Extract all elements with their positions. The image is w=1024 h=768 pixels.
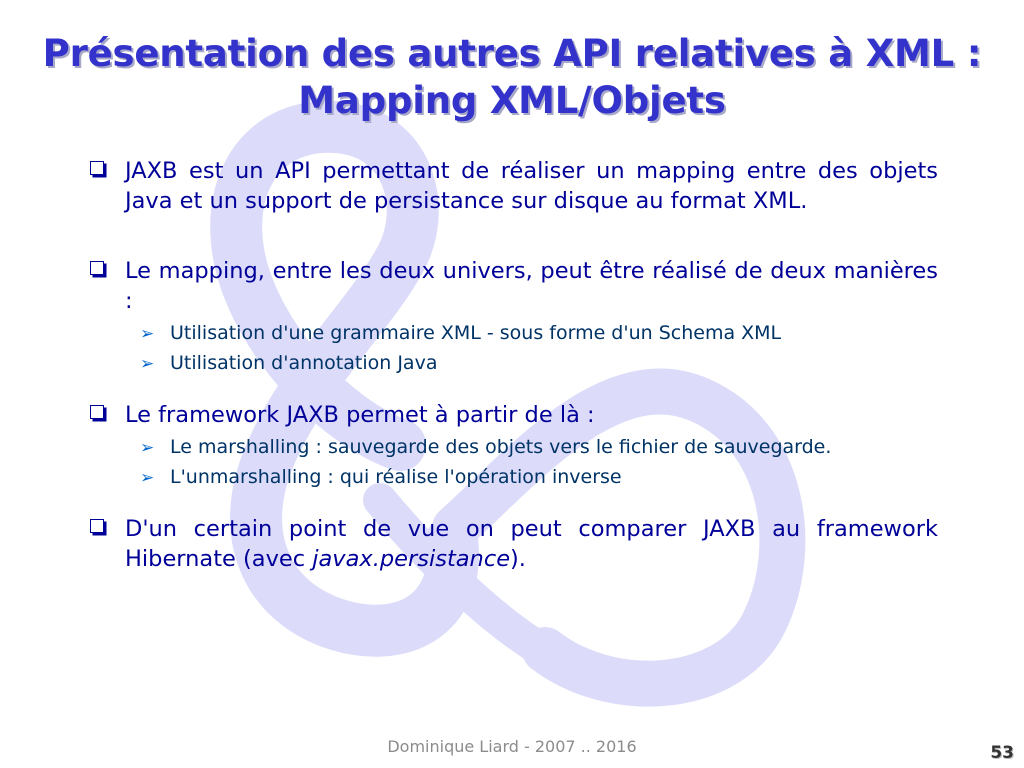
footer-author: Dominique Liard - 2007 .. 2016 <box>387 737 637 756</box>
hollow-square-bullet-icon <box>90 405 104 419</box>
sub-item-text: Utilisation d'une grammaire XML - sous forme d'un Schema XML <box>170 322 782 344</box>
arrow-bullet-icon: ➢ <box>140 438 155 458</box>
sub-list-item <box>88 350 938 376</box>
hollow-square-bullet-icon <box>90 161 104 175</box>
arrow-bullet-icon: ➢ <box>140 324 155 344</box>
spacer <box>88 376 938 400</box>
page-number: 53 <box>990 743 1014 763</box>
sub-item-text: L'unmarshalling : qui réalise l'opération inverse <box>170 466 622 488</box>
bullet-text-italic: javax.persistance <box>312 546 511 572</box>
bullet-list <box>88 156 938 574</box>
bullet-text <box>125 514 938 574</box>
sub-item-text: Utilisation d'annotation Java <box>170 352 438 374</box>
list-item <box>88 156 938 216</box>
sub-item-text: Le marshalling : sauvegarde des objets vers le fichier de sauvegarde. <box>170 436 832 458</box>
list-item <box>88 400 938 430</box>
spacer <box>88 216 938 256</box>
bullet-text: Le framework JAXB permet à partir de là : <box>125 402 595 428</box>
bullet-text: Le mapping, entre les deux univers, peut être réalisé de deux manières : <box>125 258 938 314</box>
bullet-text: JAXB est un API permettant de réaliser un mapping entre des objets Java et un support de persistance sur disque au format XML. <box>125 158 938 214</box>
sub-list-item <box>88 434 938 460</box>
list-item <box>88 256 938 316</box>
bullet-text-part: ). <box>510 546 526 572</box>
bullet-text-part: D'un certain point de vue on peut comparer JAXB au framework Hibernate (avec <box>125 516 938 572</box>
spacer <box>88 490 938 514</box>
list-item <box>88 514 938 574</box>
sub-list-item <box>88 464 938 490</box>
title-line-1: Présentation des autres API relatives à XML : <box>42 32 982 75</box>
page-title <box>0 30 1024 124</box>
title-line-2: Mapping XML/Objets <box>298 79 726 122</box>
hollow-square-bullet-icon <box>90 519 104 533</box>
sub-list-item <box>88 320 938 346</box>
arrow-bullet-icon: ➢ <box>140 468 155 488</box>
arrow-bullet-icon: ➢ <box>140 354 155 374</box>
hollow-square-bullet-icon <box>90 261 104 275</box>
